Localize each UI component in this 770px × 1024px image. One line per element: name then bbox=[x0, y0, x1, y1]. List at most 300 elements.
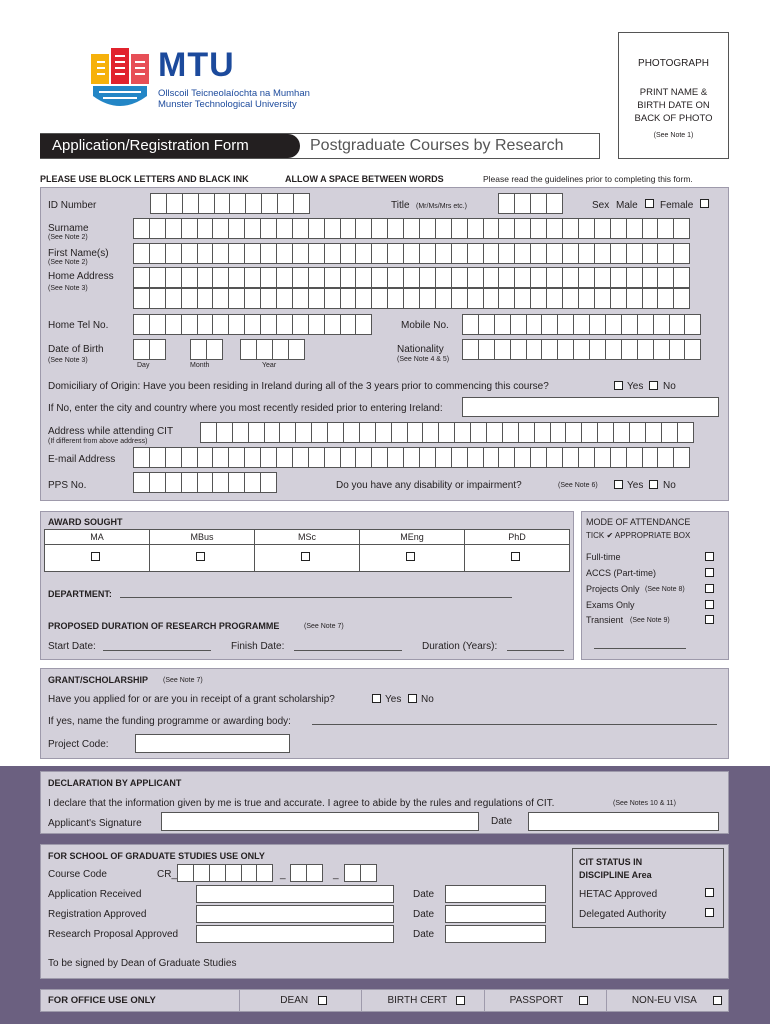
course-code-boxes-1[interactable] bbox=[177, 864, 272, 882]
char-box[interactable] bbox=[498, 267, 515, 288]
char-box[interactable] bbox=[214, 193, 231, 214]
char-box[interactable] bbox=[546, 243, 563, 264]
char-box[interactable] bbox=[149, 447, 166, 468]
char-box[interactable] bbox=[197, 267, 214, 288]
award-meng-checkbox[interactable] bbox=[406, 552, 415, 561]
char-box[interactable] bbox=[308, 314, 325, 335]
char-box[interactable] bbox=[629, 422, 646, 443]
proposal-date-field[interactable] bbox=[445, 925, 546, 943]
course-code-boxes-3[interactable] bbox=[344, 864, 376, 882]
char-box[interactable] bbox=[324, 314, 341, 335]
char-box[interactable] bbox=[407, 422, 424, 443]
char-box[interactable] bbox=[438, 422, 455, 443]
char-box[interactable] bbox=[197, 288, 214, 309]
char-box[interactable] bbox=[562, 218, 579, 239]
char-box[interactable] bbox=[165, 447, 182, 468]
award-mbus-checkbox[interactable] bbox=[196, 552, 205, 561]
char-box[interactable] bbox=[182, 193, 199, 214]
char-box[interactable] bbox=[514, 193, 531, 214]
mode-accs-checkbox[interactable] bbox=[705, 568, 714, 577]
char-box[interactable] bbox=[133, 218, 150, 239]
app-received-date-field[interactable] bbox=[445, 885, 546, 903]
char-box[interactable] bbox=[403, 288, 420, 309]
char-box[interactable] bbox=[419, 243, 436, 264]
char-box[interactable] bbox=[403, 267, 420, 288]
char-box[interactable] bbox=[530, 288, 547, 309]
proposal-approved-field[interactable] bbox=[196, 925, 394, 943]
char-box[interactable] bbox=[642, 447, 659, 468]
home-address-boxes-2[interactable] bbox=[133, 288, 689, 309]
char-box[interactable] bbox=[387, 267, 404, 288]
char-box[interactable] bbox=[387, 447, 404, 468]
char-box[interactable] bbox=[295, 422, 312, 443]
char-box[interactable] bbox=[292, 218, 309, 239]
char-box[interactable] bbox=[260, 472, 277, 493]
char-box[interactable] bbox=[494, 314, 511, 335]
char-box[interactable] bbox=[514, 243, 531, 264]
char-box[interactable] bbox=[435, 218, 452, 239]
char-box[interactable] bbox=[261, 193, 278, 214]
char-box[interactable] bbox=[308, 267, 325, 288]
char-box[interactable] bbox=[260, 243, 277, 264]
char-box[interactable] bbox=[212, 218, 229, 239]
char-box[interactable] bbox=[149, 339, 166, 360]
char-box[interactable] bbox=[133, 314, 150, 335]
char-box[interactable] bbox=[165, 472, 182, 493]
char-box[interactable] bbox=[260, 447, 277, 468]
char-box[interactable] bbox=[546, 288, 563, 309]
char-box[interactable] bbox=[578, 218, 595, 239]
char-box[interactable] bbox=[133, 243, 150, 264]
start-date-field[interactable] bbox=[103, 650, 211, 651]
char-box[interactable] bbox=[510, 314, 527, 335]
char-box[interactable] bbox=[324, 243, 341, 264]
char-box[interactable] bbox=[462, 314, 479, 335]
char-box[interactable] bbox=[626, 288, 643, 309]
char-box[interactable] bbox=[642, 218, 659, 239]
char-box[interactable] bbox=[340, 314, 357, 335]
char-box[interactable] bbox=[653, 314, 670, 335]
char-box[interactable] bbox=[403, 447, 420, 468]
char-box[interactable] bbox=[375, 422, 392, 443]
char-box[interactable] bbox=[244, 243, 261, 264]
surname-boxes[interactable] bbox=[133, 218, 689, 239]
grant-yes-checkbox[interactable] bbox=[372, 694, 381, 703]
char-box[interactable] bbox=[467, 447, 484, 468]
domicile-yes-checkbox[interactable] bbox=[614, 381, 623, 390]
char-box[interactable] bbox=[467, 288, 484, 309]
char-box[interactable] bbox=[229, 193, 246, 214]
char-box[interactable] bbox=[260, 218, 277, 239]
char-box[interactable] bbox=[451, 218, 468, 239]
char-box[interactable] bbox=[245, 193, 262, 214]
char-box[interactable] bbox=[244, 472, 261, 493]
mode-transient-checkbox[interactable] bbox=[705, 615, 714, 624]
char-box[interactable] bbox=[514, 267, 531, 288]
char-box[interactable] bbox=[684, 339, 701, 360]
char-box[interactable] bbox=[197, 218, 214, 239]
char-box[interactable] bbox=[657, 288, 674, 309]
char-box[interactable] bbox=[256, 339, 273, 360]
char-box[interactable] bbox=[462, 339, 479, 360]
char-box[interactable] bbox=[200, 422, 217, 443]
char-box[interactable] bbox=[371, 218, 388, 239]
char-box[interactable] bbox=[149, 472, 166, 493]
char-box[interactable] bbox=[610, 267, 627, 288]
char-box[interactable] bbox=[133, 447, 150, 468]
previous-residence-field[interactable] bbox=[462, 397, 719, 417]
char-box[interactable] bbox=[498, 218, 515, 239]
char-box[interactable] bbox=[276, 447, 293, 468]
char-box[interactable] bbox=[637, 339, 654, 360]
char-box[interactable] bbox=[181, 472, 198, 493]
char-box[interactable] bbox=[244, 314, 261, 335]
char-box[interactable] bbox=[308, 447, 325, 468]
award-option-mbus[interactable] bbox=[150, 530, 255, 571]
char-box[interactable] bbox=[451, 288, 468, 309]
char-box[interactable] bbox=[403, 218, 420, 239]
char-box[interactable] bbox=[212, 472, 229, 493]
char-box[interactable] bbox=[212, 314, 229, 335]
char-box[interactable] bbox=[290, 864, 307, 882]
char-box[interactable] bbox=[228, 447, 245, 468]
char-box[interactable] bbox=[248, 422, 265, 443]
char-box[interactable] bbox=[292, 447, 309, 468]
char-box[interactable] bbox=[467, 267, 484, 288]
char-box[interactable] bbox=[483, 218, 500, 239]
char-box[interactable] bbox=[133, 288, 150, 309]
char-box[interactable] bbox=[657, 447, 674, 468]
funding-field[interactable] bbox=[312, 724, 717, 725]
char-box[interactable] bbox=[419, 447, 436, 468]
char-box[interactable] bbox=[387, 243, 404, 264]
char-box[interactable] bbox=[212, 288, 229, 309]
mode-full-time-checkbox[interactable] bbox=[705, 552, 714, 561]
char-box[interactable] bbox=[657, 243, 674, 264]
char-box[interactable] bbox=[435, 243, 452, 264]
char-box[interactable] bbox=[435, 447, 452, 468]
char-box[interactable] bbox=[324, 447, 341, 468]
char-box[interactable] bbox=[181, 314, 198, 335]
char-box[interactable] bbox=[626, 243, 643, 264]
char-box[interactable] bbox=[244, 218, 261, 239]
char-box[interactable] bbox=[562, 267, 579, 288]
char-box[interactable] bbox=[562, 288, 579, 309]
delegated-checkbox[interactable] bbox=[705, 908, 714, 917]
char-box[interactable] bbox=[288, 339, 305, 360]
office-passport-checkbox[interactable] bbox=[579, 996, 588, 1005]
char-box[interactable] bbox=[597, 422, 614, 443]
mode-exams-checkbox[interactable] bbox=[705, 600, 714, 609]
char-box[interactable] bbox=[645, 422, 662, 443]
department-field[interactable] bbox=[120, 597, 512, 598]
char-box[interactable] bbox=[594, 288, 611, 309]
char-box[interactable] bbox=[256, 864, 273, 882]
char-box[interactable] bbox=[228, 218, 245, 239]
char-box[interactable] bbox=[498, 447, 515, 468]
char-box[interactable] bbox=[308, 243, 325, 264]
char-box[interactable] bbox=[470, 422, 487, 443]
char-box[interactable] bbox=[451, 447, 468, 468]
char-box[interactable] bbox=[565, 422, 582, 443]
disability-yes-checkbox[interactable] bbox=[614, 480, 623, 489]
dob-month-boxes[interactable] bbox=[190, 339, 222, 360]
char-box[interactable] bbox=[371, 243, 388, 264]
char-box[interactable] bbox=[149, 314, 166, 335]
char-box[interactable] bbox=[149, 288, 166, 309]
char-box[interactable] bbox=[673, 267, 690, 288]
char-box[interactable] bbox=[244, 447, 261, 468]
char-box[interactable] bbox=[478, 339, 495, 360]
finish-date-field[interactable] bbox=[294, 650, 402, 651]
char-box[interactable] bbox=[530, 267, 547, 288]
char-box[interactable] bbox=[546, 218, 563, 239]
char-box[interactable] bbox=[435, 288, 452, 309]
female-checkbox[interactable] bbox=[700, 199, 709, 208]
char-box[interactable] bbox=[150, 193, 167, 214]
char-box[interactable] bbox=[626, 267, 643, 288]
char-box[interactable] bbox=[403, 243, 420, 264]
award-ma-checkbox[interactable] bbox=[91, 552, 100, 561]
char-box[interactable] bbox=[562, 243, 579, 264]
char-box[interactable] bbox=[498, 243, 515, 264]
declaration-date-field[interactable] bbox=[528, 812, 719, 831]
char-box[interactable] bbox=[272, 339, 289, 360]
char-box[interactable] bbox=[557, 339, 574, 360]
char-box[interactable] bbox=[454, 422, 471, 443]
disability-no-checkbox[interactable] bbox=[649, 480, 658, 489]
char-box[interactable] bbox=[419, 288, 436, 309]
char-box[interactable] bbox=[518, 422, 535, 443]
char-box[interactable] bbox=[621, 314, 638, 335]
domicile-no-checkbox[interactable] bbox=[649, 381, 658, 390]
char-box[interactable] bbox=[133, 267, 150, 288]
char-box[interactable] bbox=[387, 218, 404, 239]
char-box[interactable] bbox=[149, 243, 166, 264]
char-box[interactable] bbox=[240, 339, 257, 360]
char-box[interactable] bbox=[467, 218, 484, 239]
char-box[interactable] bbox=[483, 243, 500, 264]
office-visa-checkbox[interactable] bbox=[713, 996, 722, 1005]
char-box[interactable] bbox=[212, 447, 229, 468]
char-box[interactable] bbox=[578, 243, 595, 264]
first-name-boxes[interactable] bbox=[133, 243, 689, 264]
char-box[interactable] bbox=[209, 864, 226, 882]
char-box[interactable] bbox=[494, 339, 511, 360]
char-box[interactable] bbox=[355, 314, 372, 335]
char-box[interactable] bbox=[530, 193, 547, 214]
char-box[interactable] bbox=[562, 447, 579, 468]
char-box[interactable] bbox=[197, 243, 214, 264]
grant-no-checkbox[interactable] bbox=[408, 694, 417, 703]
char-box[interactable] bbox=[264, 422, 281, 443]
char-box[interactable] bbox=[467, 243, 484, 264]
char-box[interactable] bbox=[581, 422, 598, 443]
char-box[interactable] bbox=[578, 447, 595, 468]
male-checkbox[interactable] bbox=[645, 199, 654, 208]
char-box[interactable] bbox=[498, 193, 515, 214]
char-box[interactable] bbox=[232, 422, 249, 443]
char-box[interactable] bbox=[355, 267, 372, 288]
char-box[interactable] bbox=[190, 339, 207, 360]
char-box[interactable] bbox=[277, 193, 294, 214]
char-box[interactable] bbox=[181, 243, 198, 264]
char-box[interactable] bbox=[166, 193, 183, 214]
char-box[interactable] bbox=[530, 447, 547, 468]
char-box[interactable] bbox=[177, 864, 194, 882]
char-box[interactable] bbox=[306, 864, 323, 882]
char-box[interactable] bbox=[673, 288, 690, 309]
office-dean-checkbox[interactable] bbox=[318, 996, 327, 1005]
char-box[interactable] bbox=[340, 243, 357, 264]
char-box[interactable] bbox=[360, 864, 377, 882]
award-msc-checkbox[interactable] bbox=[301, 552, 310, 561]
char-box[interactable] bbox=[197, 314, 214, 335]
char-box[interactable] bbox=[340, 288, 357, 309]
char-box[interactable] bbox=[526, 339, 543, 360]
char-box[interactable] bbox=[340, 447, 357, 468]
char-box[interactable] bbox=[642, 288, 659, 309]
award-option-ma[interactable] bbox=[45, 530, 150, 571]
char-box[interactable] bbox=[514, 447, 531, 468]
char-box[interactable] bbox=[359, 422, 376, 443]
dob-day-boxes[interactable] bbox=[133, 339, 165, 360]
char-box[interactable] bbox=[241, 864, 258, 882]
project-code-field[interactable] bbox=[135, 734, 290, 753]
char-box[interactable] bbox=[292, 314, 309, 335]
char-box[interactable] bbox=[276, 288, 293, 309]
char-box[interactable] bbox=[149, 218, 166, 239]
char-box[interactable] bbox=[546, 267, 563, 288]
char-box[interactable] bbox=[391, 422, 408, 443]
char-box[interactable] bbox=[212, 267, 229, 288]
char-box[interactable] bbox=[355, 447, 372, 468]
char-box[interactable] bbox=[165, 314, 182, 335]
office-birth-checkbox[interactable] bbox=[456, 996, 465, 1005]
char-box[interactable] bbox=[197, 472, 214, 493]
char-box[interactable] bbox=[193, 864, 210, 882]
char-box[interactable] bbox=[578, 288, 595, 309]
char-box[interactable] bbox=[550, 422, 567, 443]
char-box[interactable] bbox=[198, 193, 215, 214]
char-box[interactable] bbox=[673, 447, 690, 468]
char-box[interactable] bbox=[669, 314, 686, 335]
char-box[interactable] bbox=[669, 339, 686, 360]
char-box[interactable] bbox=[228, 314, 245, 335]
course-code-boxes-2[interactable] bbox=[290, 864, 322, 882]
char-box[interactable] bbox=[197, 447, 214, 468]
char-box[interactable] bbox=[541, 339, 558, 360]
char-box[interactable] bbox=[483, 288, 500, 309]
char-box[interactable] bbox=[292, 288, 309, 309]
home-address-boxes-1[interactable] bbox=[133, 267, 689, 288]
award-option-phd[interactable] bbox=[465, 530, 569, 571]
award-phd-checkbox[interactable] bbox=[511, 552, 520, 561]
nationality-boxes[interactable] bbox=[462, 339, 700, 360]
pps-boxes[interactable] bbox=[133, 472, 276, 493]
mobile-boxes[interactable] bbox=[462, 314, 700, 335]
char-box[interactable] bbox=[451, 267, 468, 288]
char-box[interactable] bbox=[613, 422, 630, 443]
char-box[interactable] bbox=[308, 288, 325, 309]
char-box[interactable] bbox=[610, 218, 627, 239]
hetac-checkbox[interactable] bbox=[705, 888, 714, 897]
char-box[interactable] bbox=[228, 472, 245, 493]
char-box[interactable] bbox=[228, 243, 245, 264]
char-box[interactable] bbox=[514, 218, 531, 239]
cit-address-boxes[interactable] bbox=[200, 422, 693, 443]
id-number-boxes[interactable] bbox=[150, 193, 309, 214]
char-box[interactable] bbox=[260, 288, 277, 309]
char-box[interactable] bbox=[578, 267, 595, 288]
char-box[interactable] bbox=[610, 447, 627, 468]
char-box[interactable] bbox=[212, 243, 229, 264]
char-box[interactable] bbox=[308, 218, 325, 239]
char-box[interactable] bbox=[340, 267, 357, 288]
duration-years-field[interactable] bbox=[507, 650, 564, 651]
char-box[interactable] bbox=[573, 339, 590, 360]
char-box[interactable] bbox=[216, 422, 233, 443]
char-box[interactable] bbox=[279, 422, 296, 443]
char-box[interactable] bbox=[642, 267, 659, 288]
char-box[interactable] bbox=[181, 447, 198, 468]
char-box[interactable] bbox=[419, 218, 436, 239]
char-box[interactable] bbox=[541, 314, 558, 335]
char-box[interactable] bbox=[244, 288, 261, 309]
char-box[interactable] bbox=[502, 422, 519, 443]
char-box[interactable] bbox=[260, 314, 277, 335]
char-box[interactable] bbox=[657, 218, 674, 239]
char-box[interactable] bbox=[355, 288, 372, 309]
char-box[interactable] bbox=[324, 267, 341, 288]
mode-projects-checkbox[interactable] bbox=[705, 584, 714, 593]
char-box[interactable] bbox=[610, 243, 627, 264]
char-box[interactable] bbox=[422, 422, 439, 443]
char-box[interactable] bbox=[657, 267, 674, 288]
char-box[interactable] bbox=[526, 314, 543, 335]
reg-approved-field[interactable] bbox=[196, 905, 394, 923]
char-box[interactable] bbox=[594, 218, 611, 239]
char-box[interactable] bbox=[514, 288, 531, 309]
char-box[interactable] bbox=[653, 339, 670, 360]
char-box[interactable] bbox=[225, 864, 242, 882]
char-box[interactable] bbox=[530, 243, 547, 264]
char-box[interactable] bbox=[165, 288, 182, 309]
char-box[interactable] bbox=[419, 267, 436, 288]
char-box[interactable] bbox=[371, 288, 388, 309]
char-box[interactable] bbox=[673, 243, 690, 264]
char-box[interactable] bbox=[594, 267, 611, 288]
char-box[interactable] bbox=[324, 218, 341, 239]
mode-other-field[interactable] bbox=[594, 648, 686, 649]
char-box[interactable] bbox=[311, 422, 328, 443]
char-box[interactable] bbox=[605, 314, 622, 335]
award-option-meng[interactable] bbox=[360, 530, 465, 571]
char-box[interactable] bbox=[486, 422, 503, 443]
char-box[interactable] bbox=[228, 267, 245, 288]
char-box[interactable] bbox=[673, 218, 690, 239]
char-box[interactable] bbox=[371, 267, 388, 288]
char-box[interactable] bbox=[276, 243, 293, 264]
reg-approved-date-field[interactable] bbox=[445, 905, 546, 923]
char-box[interactable] bbox=[637, 314, 654, 335]
char-box[interactable] bbox=[355, 218, 372, 239]
char-box[interactable] bbox=[327, 422, 344, 443]
char-box[interactable] bbox=[276, 314, 293, 335]
char-box[interactable] bbox=[677, 422, 694, 443]
char-box[interactable] bbox=[530, 218, 547, 239]
char-box[interactable] bbox=[483, 267, 500, 288]
